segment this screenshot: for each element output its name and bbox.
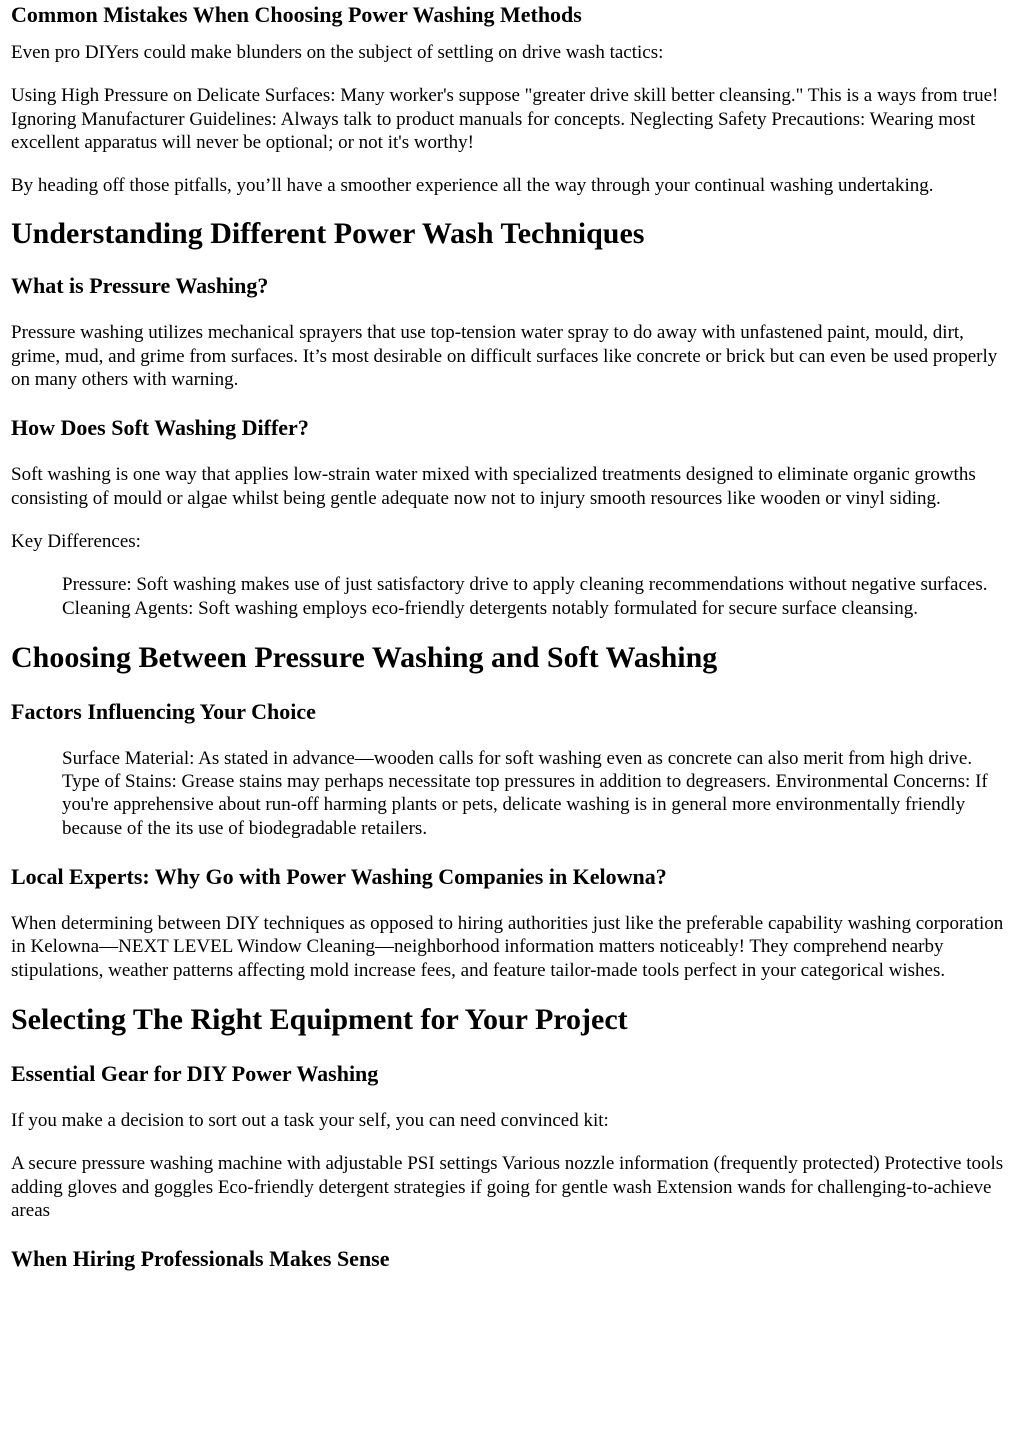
section-heading-common-mistakes: Common Mistakes When Choosing Power Washing Methods	[11, 2, 582, 27]
key-differences-label: Key Differences:	[11, 530, 141, 552]
mistakes-list: Using High Pressure on Delicate Surfaces: Many worker's suppose "greater drive skill better cleansing." This is a ways from true! Ignoring Manufacturer Guidelines: Always talk to product manuals for concepts. Neglecting Safety Precautions: Wearing most excellent apparatus will never be optional; or not it's worthy!	[11, 85, 999, 153]
subheading-soft-washing: How Does Soft Washing Differ?	[11, 415, 309, 441]
subheading-pressure-washing: What is Pressure Washing?	[11, 273, 269, 299]
subheading-essential-gear: Essential Gear for DIY Power Washing	[11, 1060, 379, 1086]
article	[0, 2, 1024, 1272]
mistakes-intro: Even pro DIYers could make blunders on the subject of settling on drive wash tactics:	[11, 42, 664, 63]
local-experts-text: When determining between DIY techniques as opposed to hiring authorities just like the preferable capability washing corporation in Kelowna—NEXT LEVEL Window Cleaning—neighborhood information matters noticeably! They comprehend nearby stipulations, weather patterns affecting mold increase fees, and feature tailor-made tools perfect in your categorical wishes.	[11, 913, 1004, 981]
section-heading-choosing: Choosing Between Pressure Washing and Soft Washing	[11, 640, 718, 674]
subheading-local-experts: Local Experts: Why Go with Power Washing Companies in Kelowna?	[11, 864, 667, 890]
pressure-washing-text: Pressure washing utilizes mechanical sprayers that use top-tension water spray to do away with unfastened paint, mould, dirt, grime, mud, and grime from surfaces. It’s most desirable on difficult surfaces like concrete or brick but can even be used properly on many others with warning.	[11, 322, 998, 391]
mistakes-outro: By heading off those pitfalls, you’ll have a smoother experience all the way through your continual washing undertaking.	[11, 175, 934, 197]
essential-gear-intro: If you make a decision to sort out a task your self, you can need convinced kit:	[11, 1109, 609, 1131]
section-heading-equipment: Selecting The Right Equipment for Your Project	[11, 1002, 628, 1036]
essential-gear-list: A secure pressure washing machine with adjustable PSI settings Various nozzle information (frequently protected) Protective tools adding gloves and goggles Eco-friendly detergent strategies if going for gentle wash Extension wands for challenging-to-achieve areas	[11, 1153, 1004, 1221]
subheading-factors: Factors Influencing Your Choice	[11, 698, 316, 724]
subheading-hiring-professionals: When Hiring Professionals Makes Sense	[11, 1246, 390, 1272]
factors-list: Surface Material: As stated in advance—wooden calls for soft washing even as concrete can also merit from high drive. Type of Stains: Grease stains may perhaps necessitate top pressures in addition to degreasers. Environmental Concerns: If you're apprehensive about run-off harming plants or pets, delicate washing is in general more environmentally friendly because of the its use of biodegradable retailers.	[62, 747, 988, 839]
key-differences-list: Pressure: Soft washing makes use of just satisfactory drive to apply cleaning recommendations without negative surfaces. Cleaning Agents: Soft washing employs eco-friendly detergents notably formulated for secure surface cleansing.	[62, 574, 988, 619]
section-heading-techniques: Understanding Different Power Wash Techniques	[11, 217, 645, 251]
soft-washing-text: Soft washing is one way that applies low-strain water mixed with specialized treatments designed to eliminate organic growths consisting of mould or algae whilst being gentle adequate now not to injury smooth resources like wooden or vinyl siding.	[11, 464, 976, 509]
